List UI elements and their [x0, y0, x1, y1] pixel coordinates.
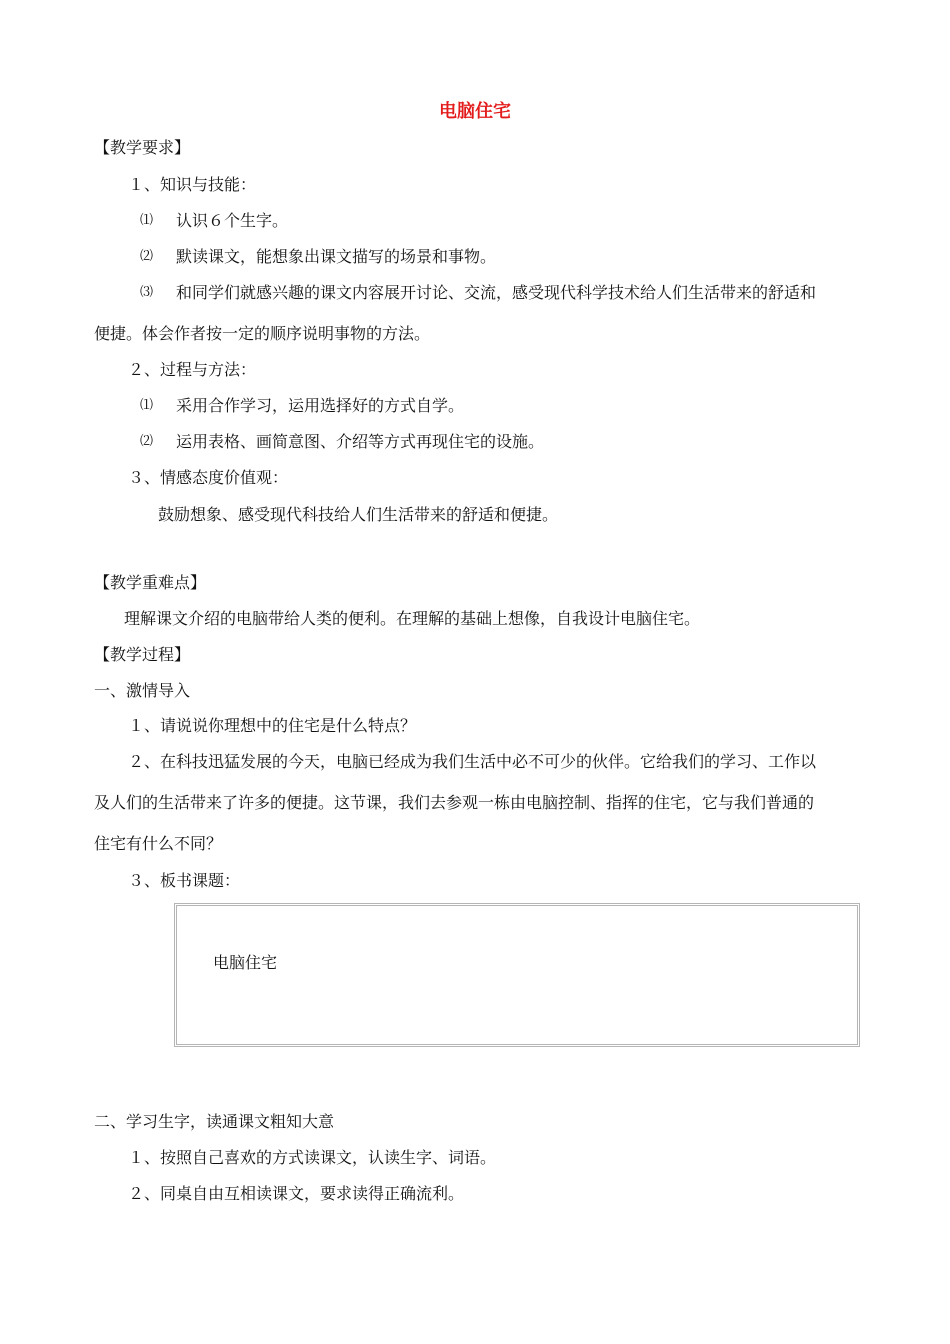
- section-heading-requirements: 【教学要求】: [94, 138, 191, 157]
- requirement-item-1-3-line2: 便捷。体会作者按一定的顺序说明事物的方法。: [94, 324, 431, 343]
- section-heading-process: 【教学过程】: [94, 645, 191, 664]
- process-part-2: 二、学习生字，读通课文粗知大意: [94, 1112, 335, 1131]
- process-item-2-1: １、按照自己喜欢的方式读课文，认读生字、词语。: [128, 1148, 497, 1167]
- sub-item-number: ⑵: [140, 249, 154, 264]
- process-item-1-3: ３、板书课题：: [128, 871, 241, 890]
- requirement-item-3-text: 鼓励想象、感受现代科技给人们生活带来的舒适和便捷。: [158, 505, 559, 524]
- page-title: 电脑住宅: [439, 101, 511, 122]
- process-item-1-2-line1: ２、在科技迅猛发展的今天，电脑已经成为我们生活中必不可少的伙伴。它给我们的学习、工作以: [128, 752, 817, 771]
- sub-item-number: ⑵: [140, 434, 154, 449]
- blackboard-box: [174, 903, 860, 1047]
- requirement-item-1-1: 认识６个生字。: [176, 211, 289, 230]
- requirement-item-3: ３、情感态度价值观：: [128, 468, 289, 487]
- process-item-1-2-line2: 及人们的生活带来了许多的便捷。这节课，我们去参观一栋由电脑控制、指挥的住宅，它与我们普通的: [94, 793, 815, 812]
- requirement-item-1-2: 默读课文，能想象出课文描写的场景和事物。: [176, 247, 497, 266]
- process-part-1: 一、激情导入: [94, 681, 191, 700]
- keypoints-text: 理解课文介绍的电脑带给人类的便利。在理解的基础上想像，自我设计电脑住宅。: [124, 609, 701, 628]
- process-item-2-2: ２、同桌自由互相读课文，要求读得正确流利。: [128, 1184, 465, 1203]
- blackboard-title: 电脑住宅: [213, 953, 278, 972]
- process-item-1-2-line3: 住宅有什么不同？: [94, 834, 223, 853]
- process-item-1-1: １、请说说你理想中的住宅是什么特点？: [128, 716, 417, 735]
- requirement-item-1-3-line1: 和同学们就感兴趣的课文内容展开讨论、交流，感受现代科学技术给人们生活带来的舒适和: [176, 283, 817, 302]
- sub-item-number: ⑶: [140, 285, 154, 300]
- requirement-item-2-2: 运用表格、画简意图、介绍等方式再现住宅的设施。: [176, 432, 545, 451]
- sub-item-number: ⑴: [140, 398, 154, 413]
- section-heading-keypoints: 【教学重难点】: [94, 573, 207, 592]
- requirement-item-2-1: 采用合作学习，运用选择好的方式自学。: [176, 396, 465, 415]
- sub-item-number: ⑴: [140, 213, 154, 228]
- requirement-item-1: １、知识与技能：: [128, 175, 257, 194]
- requirement-item-2: ２、过程与方法：: [128, 360, 257, 379]
